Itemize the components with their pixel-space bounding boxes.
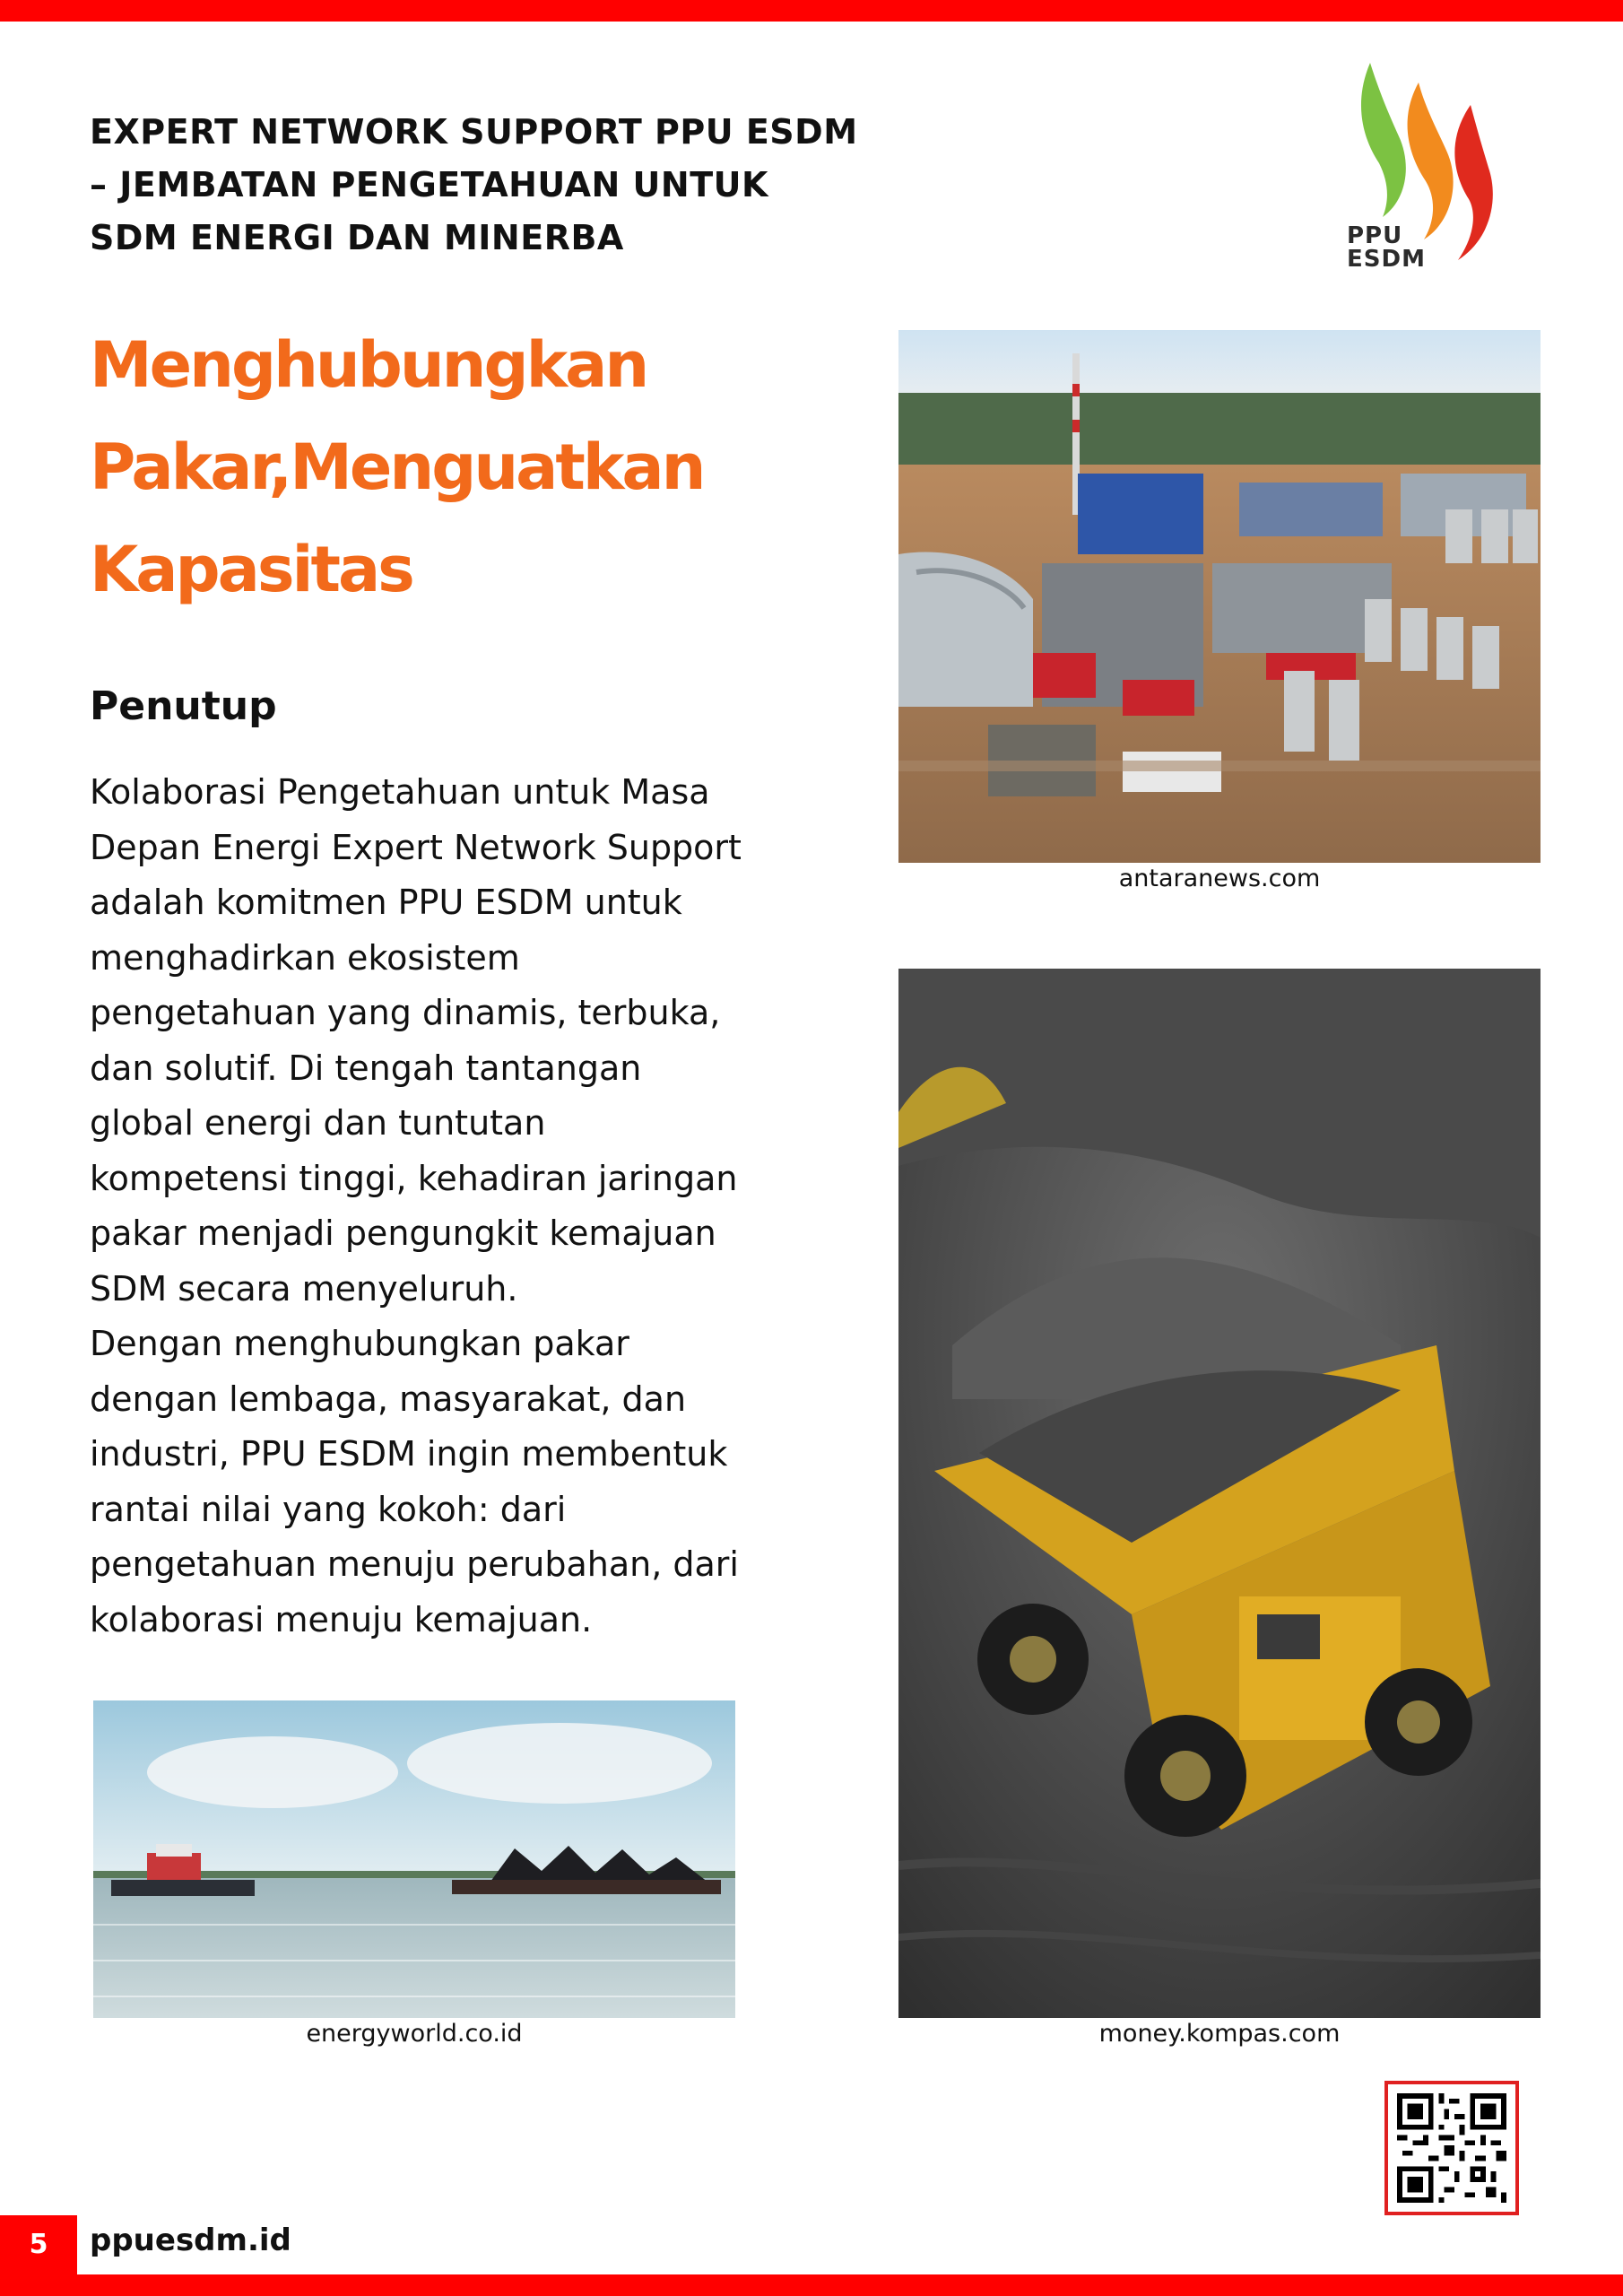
section-title: Penutup [90, 683, 277, 729]
dump-truck-photo [898, 969, 1541, 2018]
header-title-line: EXPERT NETWORK SUPPORT PPU ESDM [90, 112, 858, 152]
body-line: pengetahuan yang dinamis, terbuka, [90, 993, 721, 1032]
website-link[interactable]: ppuesdm.id [90, 2222, 291, 2258]
body-line: adalah komitmen PPU ESDM untuk [90, 883, 682, 922]
logo-text-line: ESDM [1347, 246, 1426, 273]
page-number: 5 [0, 2215, 77, 2274]
image-caption: money.kompas.com [1098, 2020, 1341, 2048]
qr-code[interactable] [1384, 2081, 1519, 2215]
headline-line: Pakar,Menguatkan [90, 430, 704, 504]
body-line: dan solutif. Di tengah tantangan [90, 1048, 642, 1088]
body-line: global energi dan tuntutan [90, 1103, 546, 1143]
header-title-line: SDM ENERGI DAN MINERBA [90, 218, 624, 257]
body-line: Dengan menghubungkan pakar [90, 1324, 629, 1363]
body-line: Kolaborasi Pengetahuan untuk Masa [90, 772, 710, 812]
body-line: Depan Energi Expert Network Support [90, 827, 742, 867]
body-line: pakar menjadi pengungkit kemajuan [90, 1213, 716, 1253]
logo-text [1347, 224, 1426, 271]
body-line: industri, PPU ESDM ingin membentuk [90, 1434, 728, 1474]
body-line: rantai nilai yang kokoh: dari [90, 1489, 567, 1529]
body-line: pengetahuan menuju perubahan, dari [90, 1544, 739, 1584]
body-line: kompetensi tinggi, kehadiran jaringan [90, 1158, 738, 1198]
coal-barge-photo [93, 1700, 735, 2018]
ppu-esdm-logo [1336, 56, 1506, 280]
body-line: SDM secara menyeluruh. [90, 1268, 518, 1309]
body-text [90, 765, 771, 1648]
logo-text-line: PPU [1347, 222, 1403, 249]
bottom-red-bar [0, 2274, 1623, 2296]
image-caption: energyworld.co.id [306, 2020, 523, 2048]
industrial-plant-photo [898, 330, 1541, 863]
header-title [90, 106, 858, 265]
header-title-line: – JEMBATAN PENGETAHUAN UNTUK [90, 165, 768, 204]
headline [90, 314, 825, 621]
body-line: dengan lembaga, masyarakat, dan [90, 1378, 687, 1419]
top-red-bar [0, 0, 1623, 22]
body-line: menghadirkan ekosistem [90, 937, 520, 978]
headline-line: Kapasitas [90, 533, 412, 606]
headline-line: Menghubungkan [90, 328, 647, 402]
image-caption: antaranews.com [1118, 865, 1321, 892]
qr-code-icon [1397, 2093, 1506, 2203]
body-line: kolaborasi menuju kemajuan. [90, 1599, 593, 1639]
